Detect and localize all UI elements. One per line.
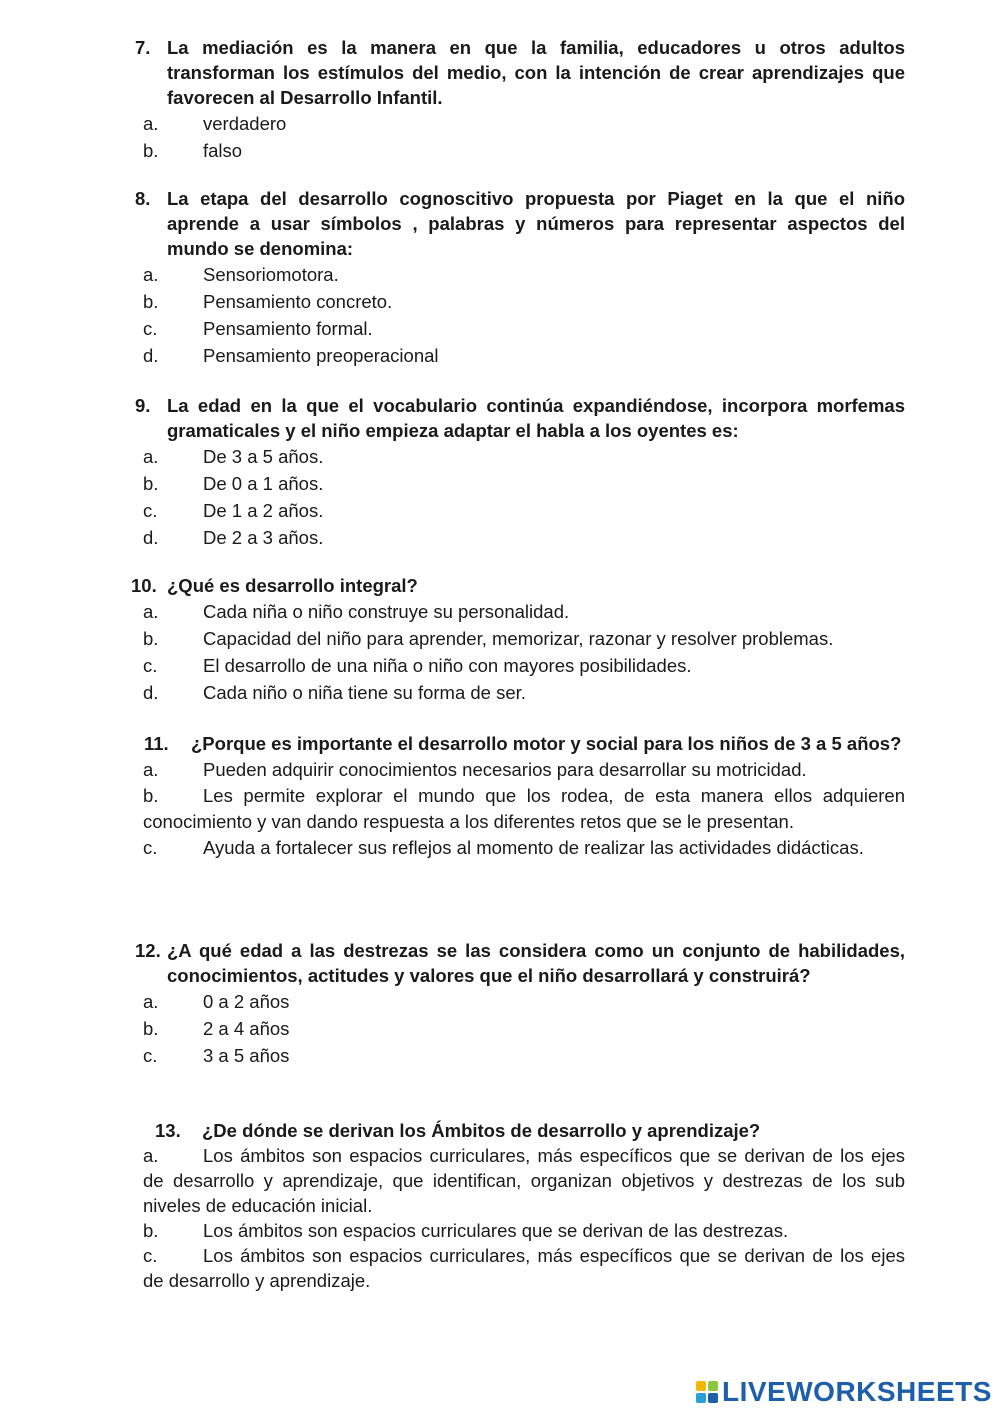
option-text: falso (203, 140, 243, 161)
option-b[interactable] (143, 137, 905, 164)
options-list (135, 261, 905, 369)
option-letter: c. (143, 1045, 158, 1066)
question-title (135, 186, 905, 261)
question-title (131, 573, 901, 598)
option-text: De 2 a 3 años. (203, 527, 324, 548)
option-d[interactable] (143, 524, 905, 551)
option-letter: c. (143, 655, 158, 676)
question-13 (135, 1118, 905, 1293)
question-10 (131, 573, 901, 706)
option-letter: c. (143, 318, 158, 339)
logo-text: LIVEWORKSHEETS (722, 1376, 992, 1407)
question-text: La edad en la que el vocabulario continúa expandiéndose, incorpora morfemas gramaticales y el niño empieza adaptar el habla a los oyentes es: (167, 395, 905, 441)
question-number: 9. (135, 395, 151, 416)
option-letter: c. (143, 500, 158, 521)
options-list (135, 110, 905, 164)
option-text: 3 a 5 años (203, 1045, 290, 1066)
option-text: verdadero (203, 113, 287, 134)
option-b[interactable] (143, 1218, 905, 1243)
question-number: 13. (155, 1120, 181, 1141)
option-letter: b. (143, 1220, 159, 1241)
option-letter: b. (143, 140, 159, 161)
option-text: Los ámbitos son espacios curriculares que se derivan de las destrezas. (203, 1220, 789, 1241)
option-text: Los ámbitos son espacios curriculares, más específicos que se derivan de los ejes de desarrollo y aprendizaje. (143, 1245, 905, 1291)
question-title (135, 393, 905, 443)
option-letter: d. (143, 682, 159, 703)
option-text: Les permite explorar el mundo que los rodea, de esta manera ellos adquieren conocimiento y van dando respuesta a los diferentes retos que se le presentan. (143, 785, 905, 832)
option-a[interactable] (143, 988, 905, 1015)
logo-mark-square (708, 1393, 718, 1403)
option-letter: b. (143, 473, 159, 494)
option-letter: b. (143, 628, 159, 649)
logo-mark-square (696, 1393, 706, 1403)
option-b[interactable] (143, 625, 901, 652)
option-letter: b. (143, 1018, 159, 1039)
option-b[interactable] (143, 288, 905, 315)
option-c[interactable] (143, 1042, 905, 1069)
option-letter: b. (143, 785, 159, 806)
option-letter: a. (143, 991, 159, 1012)
option-letter: a. (143, 113, 159, 134)
option-text: El desarrollo de una niña o niño con mayores posibilidades. (203, 655, 692, 676)
option-c[interactable] (143, 315, 905, 342)
option-letter: c. (143, 837, 158, 858)
option-text: Cada niña o niño construye su personalidad. (203, 601, 570, 622)
option-text: Ayuda a fortalecer sus reflejos al momento de realizar las actividades didácticas. (203, 837, 864, 858)
option-letter: a. (143, 759, 159, 780)
option-a[interactable] (143, 110, 905, 137)
option-text: 2 a 4 años (203, 1018, 290, 1039)
option-text: Pueden adquirir conocimientos necesarios para desarrollar su motricidad. (203, 759, 807, 780)
option-letter: d. (143, 345, 159, 366)
question-text: ¿Porque es importante el desarrollo motor y social para los niños de 3 a 5 años? (191, 733, 902, 754)
question-7 (135, 35, 905, 164)
question-number: 10. (131, 575, 157, 596)
option-a[interactable] (143, 1143, 905, 1218)
question-number: 8. (135, 188, 151, 209)
question-12 (135, 938, 905, 1069)
question-number: 12. (135, 940, 161, 961)
option-c[interactable] (143, 497, 905, 524)
option-letter: a. (143, 446, 159, 467)
option-c[interactable] (143, 1243, 905, 1293)
option-text: Los ámbitos son espacios curriculares, más específicos que se derivan de los ejes de desarrollo y aprendizaje, que identifican, organizan objetivos y destrezas de los sub niveles de educación inicial. (143, 1145, 905, 1216)
logo-mark-square (696, 1381, 706, 1391)
question-text: La etapa del desarrollo cognoscitivo propuesta por Piaget en la que el niño aprende a usar símbolos , palabras y números para representar aspectos del mundo se denomina: (167, 188, 905, 259)
option-text: De 1 a 2 años. (203, 500, 324, 521)
option-text: Pensamiento preoperacional (203, 345, 439, 366)
question-9 (135, 393, 905, 551)
option-a[interactable] (143, 598, 901, 625)
question-text: La mediación es la manera en que la familia, educadores u otros adultos transforman los estímulos del medio, con la intención de crear aprendizajes que favorecen al Desarrollo Infantil. (167, 37, 905, 108)
question-11 (135, 731, 905, 861)
option-a[interactable] (143, 261, 905, 288)
option-text: 0 a 2 años (203, 991, 290, 1012)
liveworksheets-logo[interactable] (696, 1375, 992, 1409)
option-letter: a. (143, 601, 159, 622)
options-list (135, 443, 905, 551)
question-8 (135, 186, 905, 369)
option-text: Sensoriomotora. (203, 264, 339, 285)
question-title (135, 35, 905, 110)
options-list (135, 598, 901, 706)
option-letter: d. (143, 527, 159, 548)
option-letter: a. (143, 1145, 159, 1166)
options-list (135, 1143, 905, 1293)
option-text: Pensamiento concreto. (203, 291, 393, 312)
option-text: Cada niño o niña tiene su forma de ser. (203, 682, 526, 703)
option-letter: c. (143, 1245, 158, 1266)
question-title (155, 1118, 905, 1143)
option-text: Pensamiento formal. (203, 318, 373, 339)
option-a[interactable] (143, 443, 905, 470)
question-number: 11. (144, 733, 169, 754)
question-number: 7. (135, 37, 151, 58)
option-b[interactable] (143, 783, 905, 835)
logo-mark-icon (696, 1381, 718, 1403)
option-c[interactable] (143, 835, 905, 861)
logo-mark-square (708, 1381, 718, 1391)
question-text: ¿De dónde se derivan los Ámbitos de desarrollo y aprendizaje? (202, 1120, 761, 1141)
option-text: Capacidad del niño para aprender, memorizar, razonar y resolver problemas. (203, 628, 834, 649)
question-text: ¿A qué edad a las destrezas se las considera como un conjunto de habilidades, conocimientos, actitudes y valores que el niño desarrollará y construirá? (167, 940, 905, 986)
option-c[interactable] (143, 652, 901, 679)
option-text: De 3 a 5 años. (203, 446, 324, 467)
option-d[interactable] (143, 342, 905, 369)
question-title (144, 731, 905, 756)
option-letter: a. (143, 264, 159, 285)
option-a[interactable] (143, 756, 905, 783)
options-list (135, 756, 905, 861)
option-letter: b. (143, 291, 159, 312)
question-title (135, 938, 905, 988)
option-text: De 0 a 1 años. (203, 473, 324, 494)
option-b[interactable] (143, 1015, 905, 1042)
option-d[interactable] (143, 679, 901, 706)
question-text: ¿Qué es desarrollo integral? (167, 575, 418, 596)
options-list (135, 988, 905, 1069)
option-b[interactable] (143, 470, 905, 497)
